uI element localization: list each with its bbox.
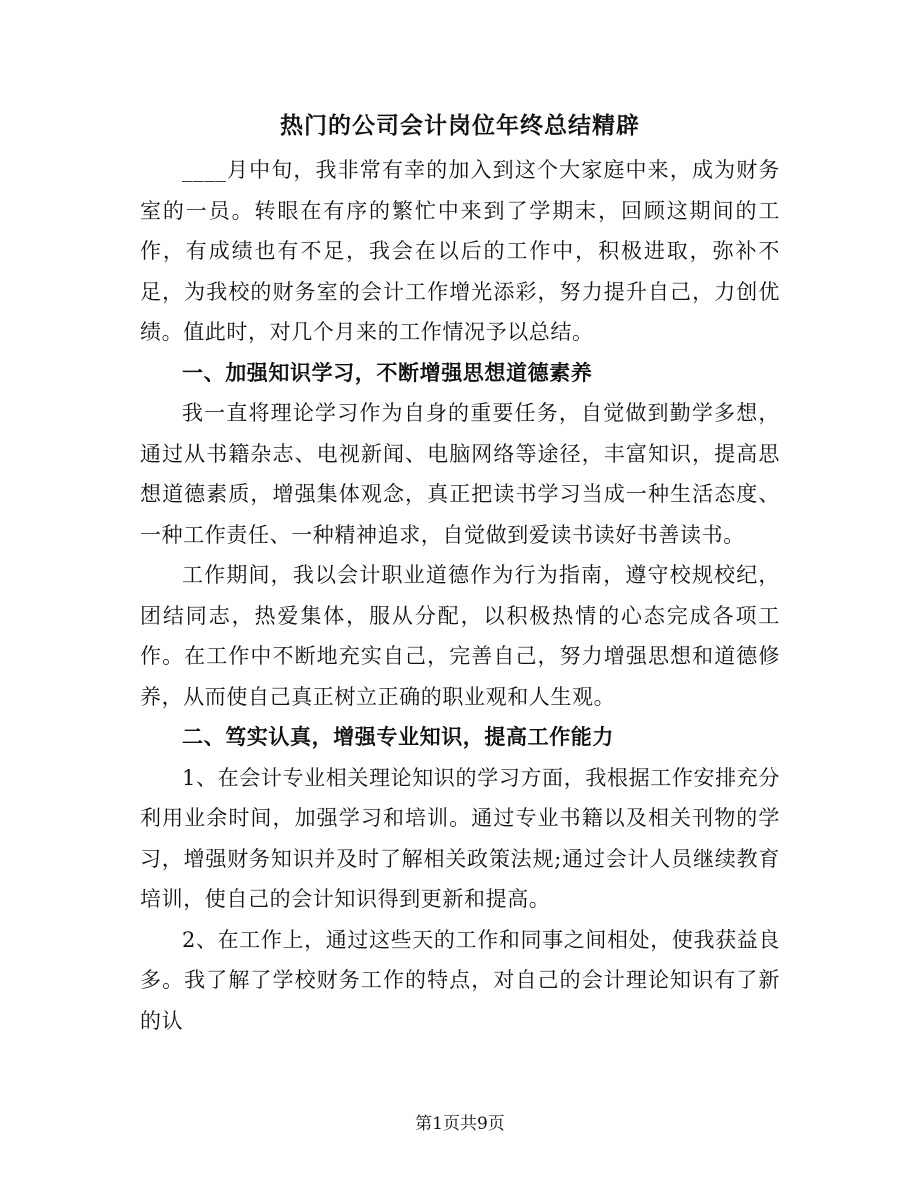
section-2-paragraph-2: 2、在工作上，通过这些天的工作和同事之间相处，使我获益良多。我了解了学校财务工作的特点，对自己的会计理论知识有了新的认: [140, 927, 780, 1033]
section-heading-2: 二、笃实认真，增强专业知识，提高工作能力: [182, 724, 614, 749]
section-1-paragraph-1: 我一直将理论学习作为自身的重要任务，自觉做到勤学多想，通过从书籍杂志、电视新闻、电脑网络等途径，丰富知识，提高思想道德素质，增强集体观念，真正把读书学习当成一种生活态度、一种工作责任、一种精神追求，自觉做到爱读书读好书善读书。: [140, 401, 780, 547]
section-heading-1: 一、加强知识学习，不断增强思想道德素养: [182, 359, 593, 385]
section-1-paragraph-2: 工作期间，我以会计职业道德作为行为指南，遵守校规校纪，团结同志，热爱集体，服从分配，以积极热情的心态完成各项工作。在工作中不断地充实自己，完善自己，努力增强思想和道德修养，从而使自己真正树立正确的职业观和人生观。: [140, 563, 780, 709]
page-number: 第1页共9页: [415, 1114, 505, 1134]
document-body: [140, 150, 780, 1041]
intro-paragraph: ____月中旬，我非常有幸的加入到这个大家庭中来，成为财务室的一员。转眼在有序的繁忙中来到了学期末，回顾这期间的工作，有成绩也有不足，我会在以后的工作中，积极进取，弥补不足，为我校的财务室的会计工作增光添彩，努力提升自己，力创优绩。值此时，对几个月来的工作情况予以总结。: [140, 158, 780, 344]
section-2-paragraph-1: 1、在会计专业相关理论知识的学习方面，我根据工作安排充分利用业余时间，加强学习和培训。通过专业书籍以及相关刊物的学习，增强财务知识并及时了解相关政策法规;通过会计人员继续教育培训，使自己的会计知识得到更新和提高。: [140, 765, 780, 911]
document-title: 热门的公司会计岗位年终总结精辟: [280, 112, 640, 139]
